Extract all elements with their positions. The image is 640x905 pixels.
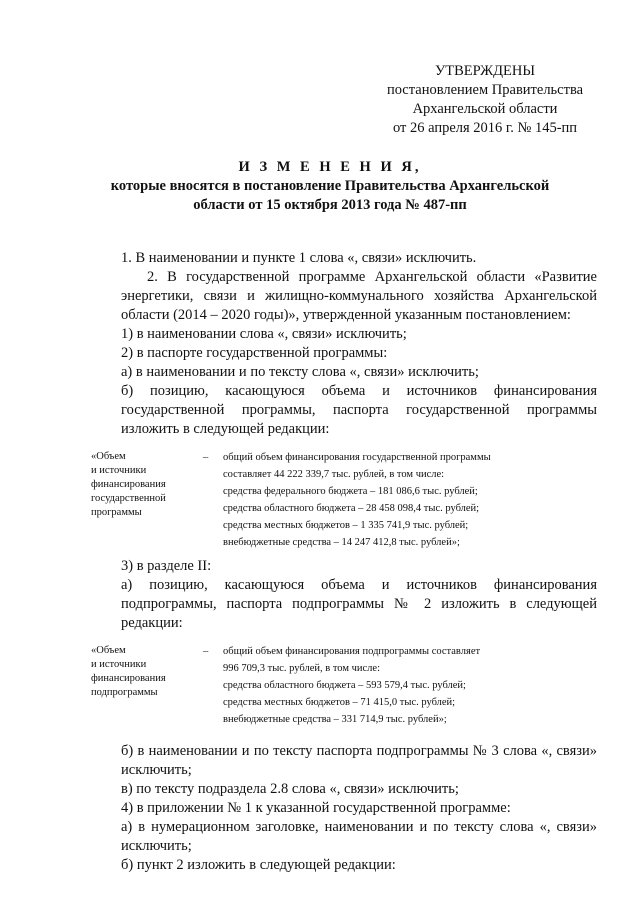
paragraph: а) в наименовании и по тексту слова «, связи» исключить;: [121, 364, 479, 380]
label-line: «Объем: [91, 451, 126, 462]
value-line: составляет 44 222 339,7 тыс. рублей, в том числе:: [223, 469, 445, 480]
document-title: [90, 158, 570, 215]
approval-line: Архангельской области: [412, 101, 558, 117]
label-line: финансирования: [91, 673, 166, 684]
paragraph: 1) в наименовании слова «, связи» исключить;: [121, 326, 407, 342]
paragraph: б) в наименовании и по тексту паспорта подпрограммы № 3 слова «, связи» исключить;: [121, 743, 597, 778]
label-line: и источники: [91, 465, 147, 476]
table-label: [91, 449, 203, 551]
paragraph: 1. В наименовании и пункте 1 слова «, связи» исключить.: [121, 250, 477, 266]
table-dash: –: [203, 452, 209, 463]
value-line: общий объем финансирования государственной программы: [223, 452, 491, 463]
label-line: «Объем: [91, 645, 126, 656]
value-line: средства федерального бюджета – 181 086,6 тыс. рублей;: [223, 486, 478, 497]
value-line: внебюджетные средства – 14 247 412,8 тыс. рублей»;: [223, 537, 460, 548]
label-line: подпрограммы: [91, 687, 158, 698]
paragraph: 2) в паспорте государственной программы:: [121, 345, 388, 361]
document-body: [91, 249, 597, 875]
label-line: программы: [91, 507, 142, 518]
label-line: финансирования: [91, 479, 166, 490]
approval-line: от 26 апреля 2016 г. № 145-пп: [392, 120, 578, 136]
approval-line: постановлением Правительства: [386, 82, 584, 98]
financing-table-subprogram: [91, 643, 597, 728]
paragraph: б) позицию, касающуюся объема и источников финансирования государственной программы, паспорта государственной программы изложить в следующей редакции:: [121, 383, 597, 437]
paragraph: 4) в приложении № 1 к указанной государственной программе:: [121, 800, 511, 816]
approval-line: УТВЕРЖДЕНЫ: [434, 63, 536, 79]
value-line: внебюджетные средства – 331 714,9 тыс. рублей»;: [223, 714, 447, 725]
value-line: средства областного бюджета – 593 579,4 тыс. рублей;: [223, 680, 466, 691]
paragraph: 2. В государственной программе Архангельской области «Развитие энергетики, связи и жилищно-коммунального хозяйства Архангельской области (2014 – 2020 годы)», утвержденной указанным постановлением:: [121, 269, 597, 323]
label-line: государственной: [91, 493, 166, 504]
table-values: [223, 643, 597, 728]
paragraph: в) по тексту подраздела 2.8 слова «, связи» исключить;: [121, 781, 459, 797]
table-values: [223, 449, 597, 551]
value-line: средства областного бюджета – 28 458 098,4 тыс. рублей;: [223, 503, 480, 514]
value-line: 996 709,3 тыс. рублей, в том числе:: [223, 663, 380, 674]
paragraph: 3) в разделе II:: [121, 558, 212, 574]
table-dash: –: [203, 646, 209, 657]
table-label: [91, 643, 203, 728]
financing-table-program: [91, 449, 597, 551]
title-heading: И З М Е Н Е Н И Я,: [238, 159, 422, 175]
paragraph: а) в нумерационном заголовке, наименовании и по тексту слова «, связи» исключить;: [121, 819, 597, 854]
value-line: общий объем финансирования подпрограммы составляет: [223, 646, 481, 657]
paragraph: а) позицию, касающуюся объема и источников финансирования подпрограммы, паспорта подпрограммы № 2 изложить в следующей редакции:: [121, 577, 597, 631]
value-line: средства местных бюджетов – 1 335 741,9 тыс. рублей;: [223, 520, 469, 531]
title-subtitle: области от 15 октября 2013 года № 487-пп: [193, 197, 467, 213]
value-line: средства местных бюджетов – 71 415,0 тыс. рублей;: [223, 697, 456, 708]
title-subtitle: которые вносятся в постановление Правительства Архангельской: [110, 178, 550, 194]
label-line: и источники: [91, 659, 147, 670]
approval-stamp: [370, 62, 600, 138]
paragraph: б) пункт 2 изложить в следующей редакции:: [121, 857, 396, 873]
